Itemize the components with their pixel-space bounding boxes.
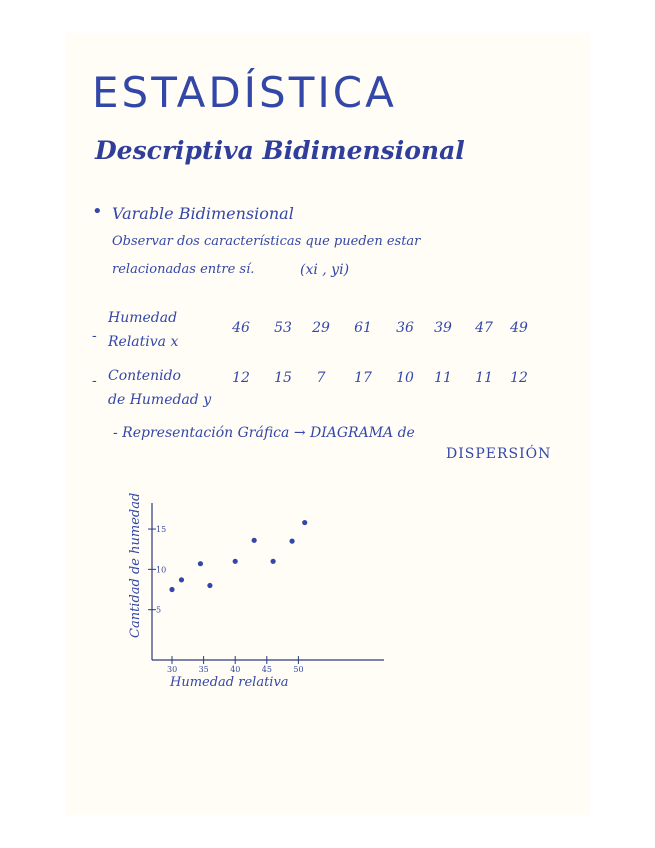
scatter-point-8 (289, 539, 294, 544)
description-line-2: relacionadas entre sí. (112, 262, 255, 277)
scatter-point-7 (271, 559, 276, 564)
scatter-point-4 (207, 583, 212, 588)
y-tick-label: 10 (156, 565, 167, 575)
row-x-value-2: 53 (274, 320, 292, 336)
x-tick-label: 40 (230, 665, 241, 674)
row-x-value-5: 36 (396, 320, 414, 336)
row-y-value-8: 12 (510, 370, 528, 386)
row-y-value-3: 7 (316, 370, 326, 386)
section-heading: Varable Bidimensional (112, 204, 294, 223)
representation-label-2: DISPERSIÓN (446, 446, 552, 462)
scatter-point-2 (179, 577, 184, 582)
scatter-point-1 (169, 587, 174, 592)
row-x-label-2: Relativa x (108, 334, 179, 350)
row-x-value-3: 29 (312, 320, 330, 336)
page-subtitle: Descriptiva Bidimensional (95, 136, 465, 165)
row-y-label-1: Contenido (108, 368, 181, 384)
row-x-label-1: Humedad (108, 310, 178, 326)
description-line-1: Observar dos características que pueden estar (112, 234, 421, 249)
scatter-point-9 (302, 520, 307, 525)
scatter-point-5 (233, 559, 238, 564)
x-tick-label: 35 (198, 665, 209, 674)
y-axis-label: Cantidad de humedad (128, 492, 143, 638)
y-tick-label: 5 (156, 605, 162, 615)
row-x-value-6: 39 (434, 320, 452, 336)
row-x-value-1: 46 (232, 320, 250, 336)
row-y-value-1: 12 (232, 370, 250, 386)
representation-label: - Representación Gráfica → DIAGRAMA de (113, 425, 415, 441)
page-title: ESTADÍSTICA (92, 68, 397, 117)
x-axis-label: Humedad relativa (170, 675, 289, 690)
row-y-value-5: 10 (396, 370, 414, 386)
row-y-value-4: 17 (354, 370, 372, 386)
x-tick-label: 30 (167, 665, 178, 674)
pair-notation: (xi , yi) (300, 262, 350, 278)
row-x-value-4: 61 (354, 320, 372, 336)
scatter-point-3 (198, 561, 203, 566)
row-y-value-2: 15 (274, 370, 292, 386)
scatter-point-6 (252, 538, 257, 543)
x-tick-label: 45 (261, 665, 272, 674)
y-tick-label: 15 (156, 525, 167, 535)
row-x-value-8: 49 (510, 320, 528, 336)
row-x-dash: - (92, 328, 97, 344)
row-y-value-7: 11 (475, 370, 493, 386)
row-y-label-2: de Humedad y (108, 392, 212, 408)
row-y-dash: - (92, 373, 97, 389)
row-x-value-7: 47 (475, 320, 493, 336)
x-tick-label: 50 (293, 665, 304, 674)
bullet-marker: • (92, 201, 103, 222)
row-y-value-6: 11 (434, 370, 452, 386)
